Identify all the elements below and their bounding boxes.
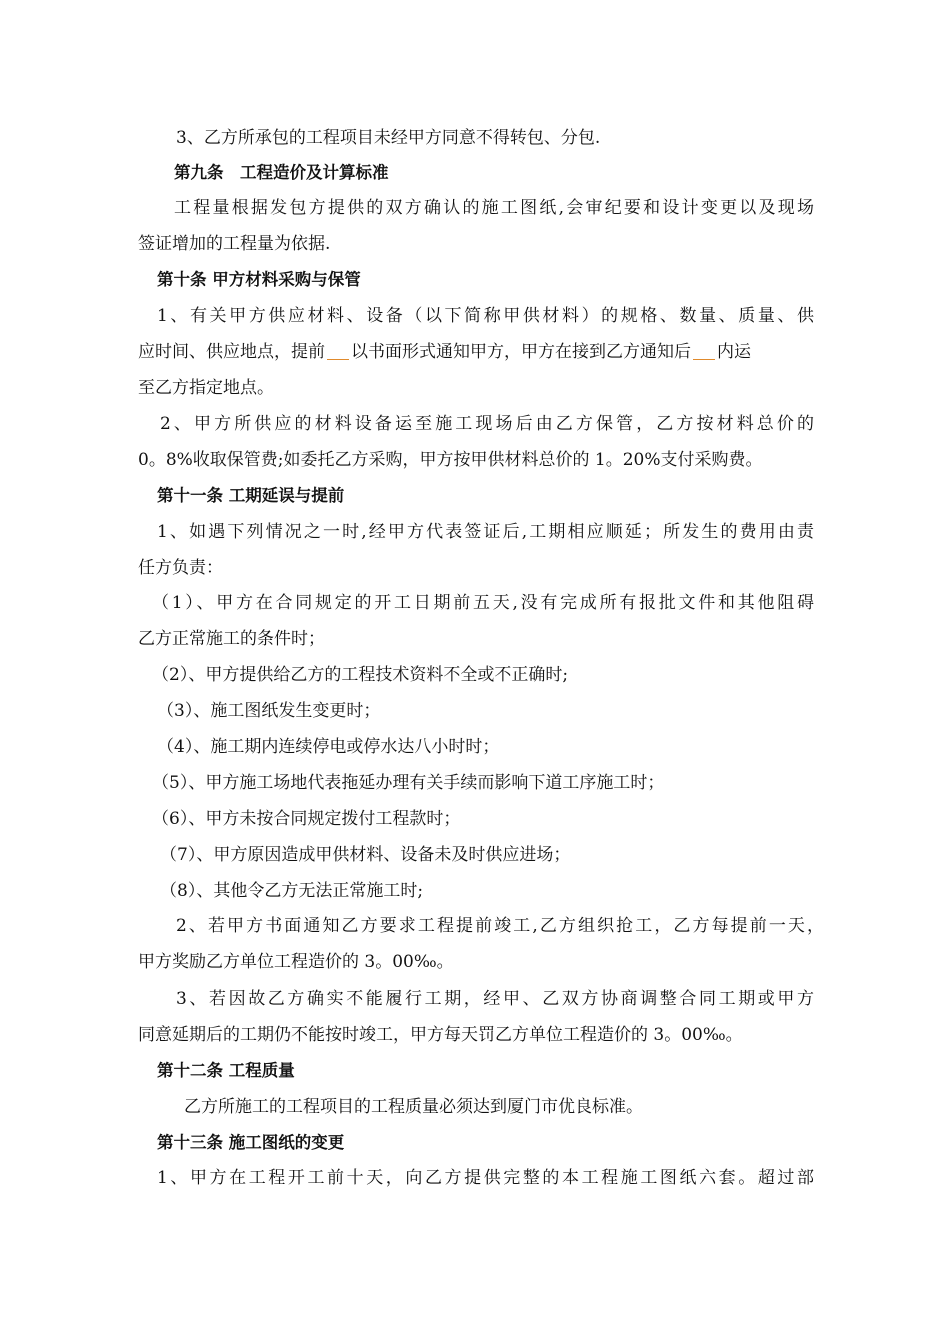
clause-11-item-1-line-1: 1、如遇下列情况之一时,经甲方代表签证后,工期相应顺延；所发生的费用由责	[157, 522, 814, 542]
clause-11-sub-5: （5）、甲方施工场地代表拖延办理有关手续而影响下道工序施工时；	[152, 773, 665, 793]
fill-in-blank	[693, 341, 715, 360]
clause-10-item-2-line-2: 0。8%收取保管费;如委托乙方采购，甲方按甲供材料总价的 1。20%支付采购费。	[138, 450, 763, 470]
clause-9-body-line-1: 工程量根据发包方提供的双方确认的施工图纸,会审纪要和设计变更以及现场	[174, 198, 814, 218]
text-segment: 内运	[717, 342, 751, 362]
clause-11-sub-3: （3）、施工图纸发生变更时；	[157, 701, 381, 721]
clause-10-item-1-line-1: 1、有关甲方供应材料、设备（以下简称甲供材料）的规格、数量、质量、供	[157, 306, 814, 326]
clause-8-item-3: 3、乙方所承包的工程项目未经甲方同意不得转包、分包.	[176, 128, 601, 148]
clause-13-item-1-line-1: 1、甲方在工程开工前十天，向乙方提供完整的本工程施工图纸六套。超过部	[157, 1168, 814, 1188]
clause-11-item-3-line-2: 同意延期后的工期仍不能按时竣工，甲方每天罚乙方单位工程造价的 3。00‰。	[138, 1025, 743, 1045]
clause-11-item-1-line-2: 任方负责：	[138, 558, 223, 578]
clause-11-sub-4: （4）、施工期内连续停电或停水达八小时时；	[157, 737, 500, 757]
clause-9-heading: 第九条 工程造价及计算标准	[174, 163, 389, 182]
clause-12-heading: 第十二条 工程质量	[157, 1061, 295, 1080]
clause-12-body: 乙方所施工的工程项目的工程质量必须达到厦门市优良标准。	[184, 1097, 643, 1117]
text-segment: 应时间、供应地点，提前	[138, 342, 325, 362]
clause-10-item-2-line-1: 2、甲方所供应的材料设备运至施工现场后由乙方保管，乙方按材料总价的	[160, 414, 814, 434]
clause-11-sub-8: （8）、其他令乙方无法正常施工时;	[160, 881, 424, 901]
clause-11-item-3-line-1: 3、若因故乙方确实不能履行工期，经甲、乙双方协商调整合同工期或甲方	[176, 989, 814, 1009]
text-segment: 以书面形式通知甲方，甲方在接到乙方通知后	[351, 342, 691, 362]
clause-10-item-1-line-3: 至乙方指定地点。	[138, 378, 274, 398]
clause-11-sub-2: （2）、甲方提供给乙方的工程技术资料不全或不正确时;	[152, 665, 569, 685]
clause-11-sub-1-line-2: 乙方正常施工的条件时；	[138, 629, 325, 649]
clause-9-body-line-2: 签证增加的工程量为依据.	[138, 234, 331, 254]
clause-13-heading: 第十三条 施工图纸的变更	[157, 1133, 345, 1152]
clause-10-heading: 第十条 甲方材料采购与保管	[157, 270, 361, 289]
clause-11-item-2-line-2: 甲方奖励乙方单位工程造价的 3。00‰。	[138, 952, 454, 972]
fill-in-blank	[327, 341, 349, 360]
clause-10-item-1-line-2	[138, 340, 751, 364]
clause-11-sub-7: （7）、甲方原因造成甲供材料、设备未及时供应进场；	[160, 845, 571, 865]
clause-11-sub-1-line-1: （1）、甲方在合同规定的开工日期前五天,没有完成所有报批文件和其他阻碍	[152, 593, 814, 613]
clause-11-sub-6: （6）、甲方未按合同规定拨付工程款时；	[152, 809, 461, 829]
clause-11-item-2-line-1: 2、若甲方书面通知乙方要求工程提前竣工,乙方组织抢工，乙方每提前一天，	[176, 916, 824, 936]
clause-11-heading: 第十一条 工期延误与提前	[157, 486, 345, 505]
